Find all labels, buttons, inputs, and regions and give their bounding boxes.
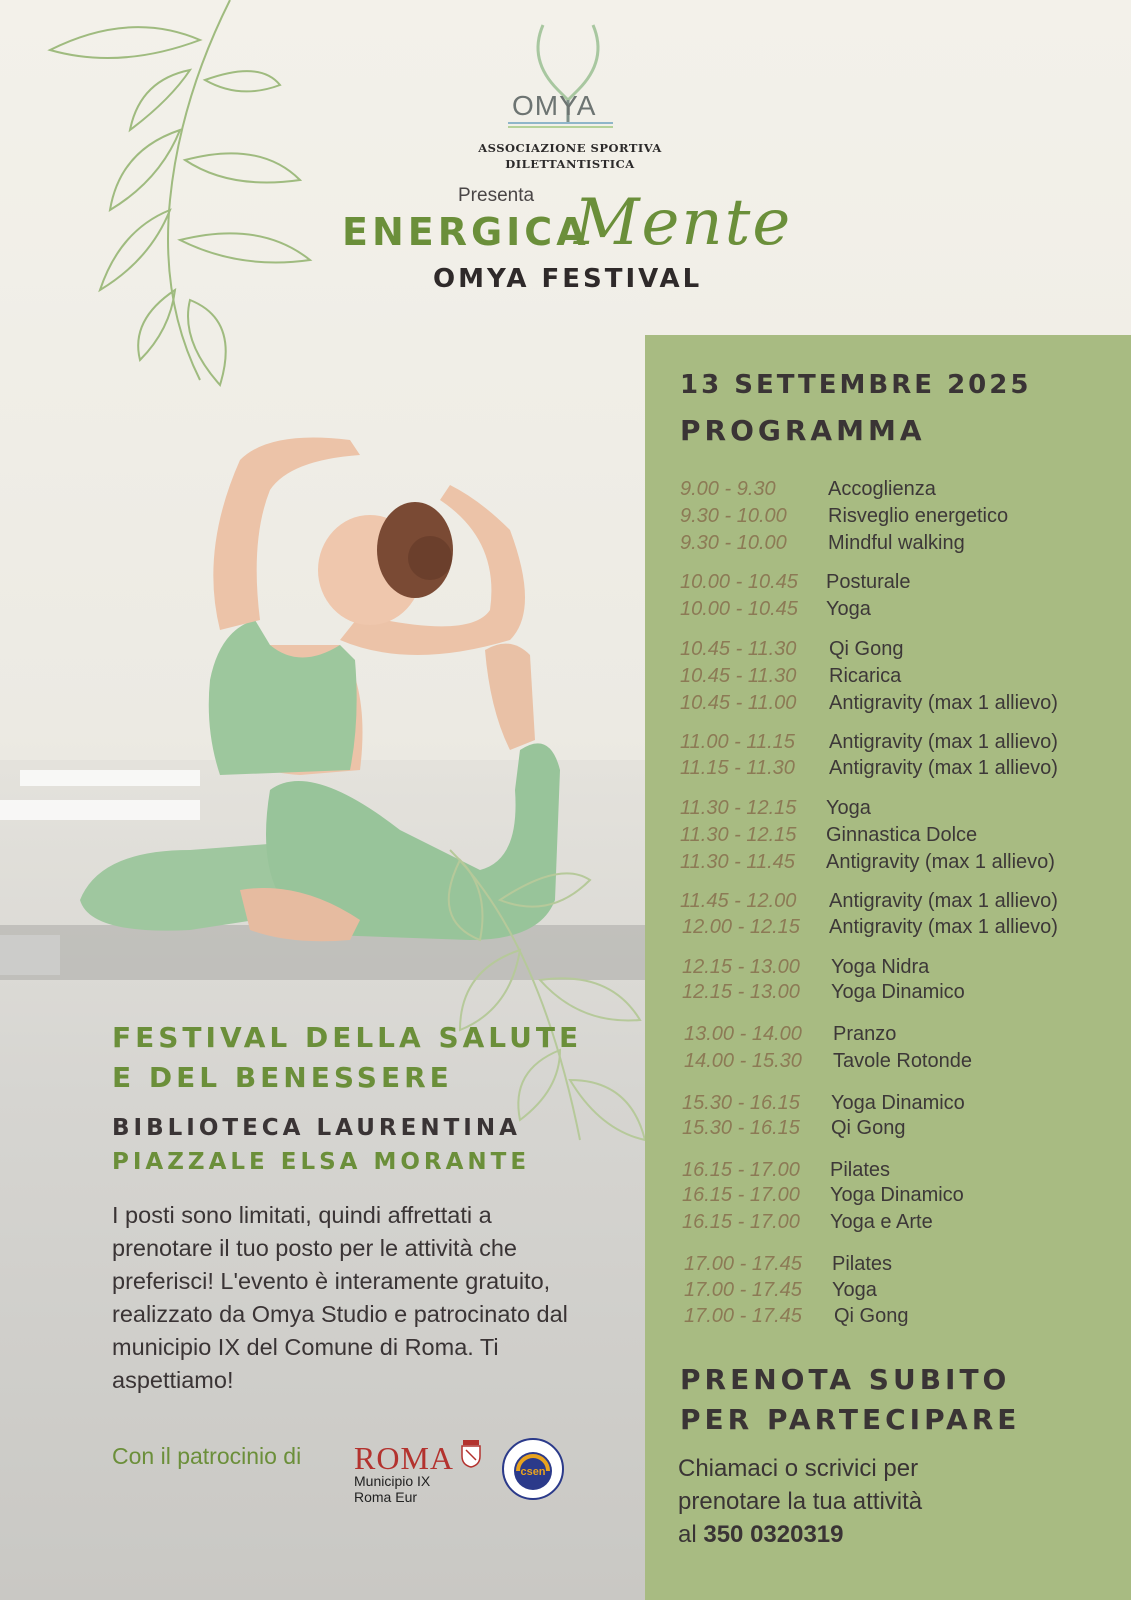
schedule-time: 11.30 - 12.15 xyxy=(680,824,797,846)
schedule-activity: Risveglio energetico xyxy=(828,505,1009,527)
phone-number[interactable]: 350 0320319 xyxy=(703,1521,844,1548)
schedule-time: 10.45 - 11.00 xyxy=(680,692,797,714)
patronage-label: Con il patrocinio di xyxy=(112,1443,302,1469)
schedule-time: 10.00 - 10.45 xyxy=(680,598,798,620)
schedule-time: 16.15 - 17.00 xyxy=(682,1211,800,1233)
schedule-time: 14.00 - 15.30 xyxy=(684,1050,802,1072)
event-title-line: FESTIVAL DELLA SALUTE xyxy=(112,1021,583,1054)
schedule-time: 11.30 - 11.45 xyxy=(680,851,795,873)
organization-name xyxy=(440,140,700,172)
event-description: I posti sono limitati, quindi affrettati a prenotare il tuo posto per le attività che preferisci! L'evento è interamente gratuito, realizzato da Omya Studio e patrocinato dal municipio IX del Comune di Roma. Ti aspettiamo! xyxy=(112,1202,568,1393)
schedule-time: 10.00 - 10.45 xyxy=(680,571,798,593)
schedule-time: 17.00 - 17.45 xyxy=(684,1305,802,1327)
venue-name: BIBLIOTECA LAURENTINA xyxy=(112,1115,521,1141)
roma-municipio xyxy=(354,1473,430,1505)
schedule-time: 16.15 - 17.00 xyxy=(682,1184,800,1206)
schedule-activity: Pilates xyxy=(830,1159,891,1181)
schedule-activity: Qi Gong xyxy=(831,1117,906,1139)
schedule-activity: Yoga Nidra xyxy=(831,956,930,978)
schedule-time: 10.45 - 11.30 xyxy=(680,638,797,660)
festival-subtitle: OMYA FESTIVAL xyxy=(433,264,703,294)
schedule-activity: Ginnastica Dolce xyxy=(826,824,978,846)
schedule-time: 16.15 - 17.00 xyxy=(682,1159,800,1181)
schedule-activity: Yoga xyxy=(826,797,871,819)
booking-text-line: prenotare la tua attività xyxy=(678,1488,923,1515)
schedule-time: 9.30 - 10.00 xyxy=(680,505,787,527)
schedule-time: 10.45 - 11.30 xyxy=(680,665,797,687)
schedule-activity: Yoga Dinamico xyxy=(831,1092,965,1114)
schedule-activity: Antigravity (max 1 allievo) xyxy=(829,731,1058,753)
booking-title-line: PRENOTA SUBITO xyxy=(680,1363,1011,1396)
schedule-activity: Ricarica xyxy=(829,665,902,687)
event-date: 13 SETTEMBRE 2025 xyxy=(680,370,1032,400)
schedule-activity: Antigravity (max 1 allievo) xyxy=(829,692,1058,714)
schedule-activity: Yoga xyxy=(832,1279,877,1301)
schedule-time: 17.00 - 17.45 xyxy=(684,1253,802,1275)
roma-crest-icon xyxy=(460,1440,482,1468)
org-line: DILETTANTISTICA xyxy=(505,157,635,171)
schedule-activity: Yoga Dinamico xyxy=(831,981,965,1003)
csen-logo-icon xyxy=(502,1438,564,1500)
schedule-activity: Antigravity (max 1 allievo) xyxy=(826,851,1055,873)
schedule-activity: Yoga Dinamico xyxy=(830,1184,964,1206)
booking-text xyxy=(678,1452,922,1551)
leaf-branch-illustration xyxy=(420,820,650,1150)
schedule-time: 11.30 - 12.15 xyxy=(680,797,797,819)
schedule-time: 11.00 - 11.15 xyxy=(680,731,795,753)
schedule-activity: Mindful walking xyxy=(828,532,965,554)
municipio-line: Municipio IX xyxy=(354,1473,431,1489)
schedule-time: 15.30 - 16.15 xyxy=(682,1117,800,1139)
schedule-activity: Antigravity (max 1 allievo) xyxy=(829,916,1058,938)
schedule-time: 13.00 - 14.00 xyxy=(684,1023,802,1045)
booking-title xyxy=(680,1360,1020,1440)
municipio-line: Roma Eur xyxy=(354,1489,418,1505)
booking-text-line: Chiamaci o scrivici per xyxy=(678,1455,919,1482)
event-title xyxy=(112,1018,582,1098)
schedule-activity: Tavole Rotonde xyxy=(833,1050,972,1072)
schedule-activity: Pilates xyxy=(832,1253,893,1275)
schedule-time: 12.15 - 13.00 xyxy=(682,981,800,1003)
leaf-branch-illustration xyxy=(30,0,330,400)
schedule-time: 17.00 - 17.45 xyxy=(684,1279,802,1301)
schedule-time: 11.15 - 11.30 xyxy=(680,757,795,779)
booking-title-line: PER PARTECIPARE xyxy=(680,1403,1021,1436)
schedule-time: 9.00 - 9.30 xyxy=(680,478,776,500)
title-energica: ENERGICA xyxy=(342,210,590,254)
org-line: ASSOCIAZIONE SPORTIVA xyxy=(478,141,662,155)
schedule-activity: Posturale xyxy=(826,571,911,593)
csen-logo-text: csen xyxy=(520,1466,546,1478)
roma-logo: ROMA xyxy=(354,1440,455,1476)
schedule-time: 9.30 - 10.00 xyxy=(680,532,787,554)
booking-prefix: al xyxy=(678,1521,697,1548)
schedule-time: 11.45 - 12.00 xyxy=(680,890,797,912)
title-mente: Mente xyxy=(574,186,793,260)
event-title-line: E DEL BENESSERE xyxy=(112,1061,453,1094)
schedule-activity: Pranzo xyxy=(833,1023,897,1045)
schedule-activity: Qi Gong xyxy=(829,638,904,660)
venue-address: PIAZZALE ELSA MORANTE xyxy=(112,1149,531,1175)
schedule-activity: Antigravity (max 1 allievo) xyxy=(829,757,1058,779)
schedule-activity: Accoglienza xyxy=(828,478,936,500)
schedule-activity: Yoga e Arte xyxy=(830,1211,933,1233)
logo-text: OMYA xyxy=(512,90,597,121)
presenta-label: Presenta xyxy=(458,185,535,206)
schedule-activity: Antigravity (max 1 allievo) xyxy=(829,890,1058,912)
schedule-activity: Qi Gong xyxy=(834,1305,909,1327)
schedule-time: 15.30 - 16.15 xyxy=(682,1092,800,1114)
schedule-time: 12.00 - 12.15 xyxy=(682,916,800,938)
schedule-activity: Yoga xyxy=(826,598,871,620)
schedule-time: 12.15 - 13.00 xyxy=(682,956,800,978)
programma-heading: PROGRAMMA xyxy=(680,414,926,447)
